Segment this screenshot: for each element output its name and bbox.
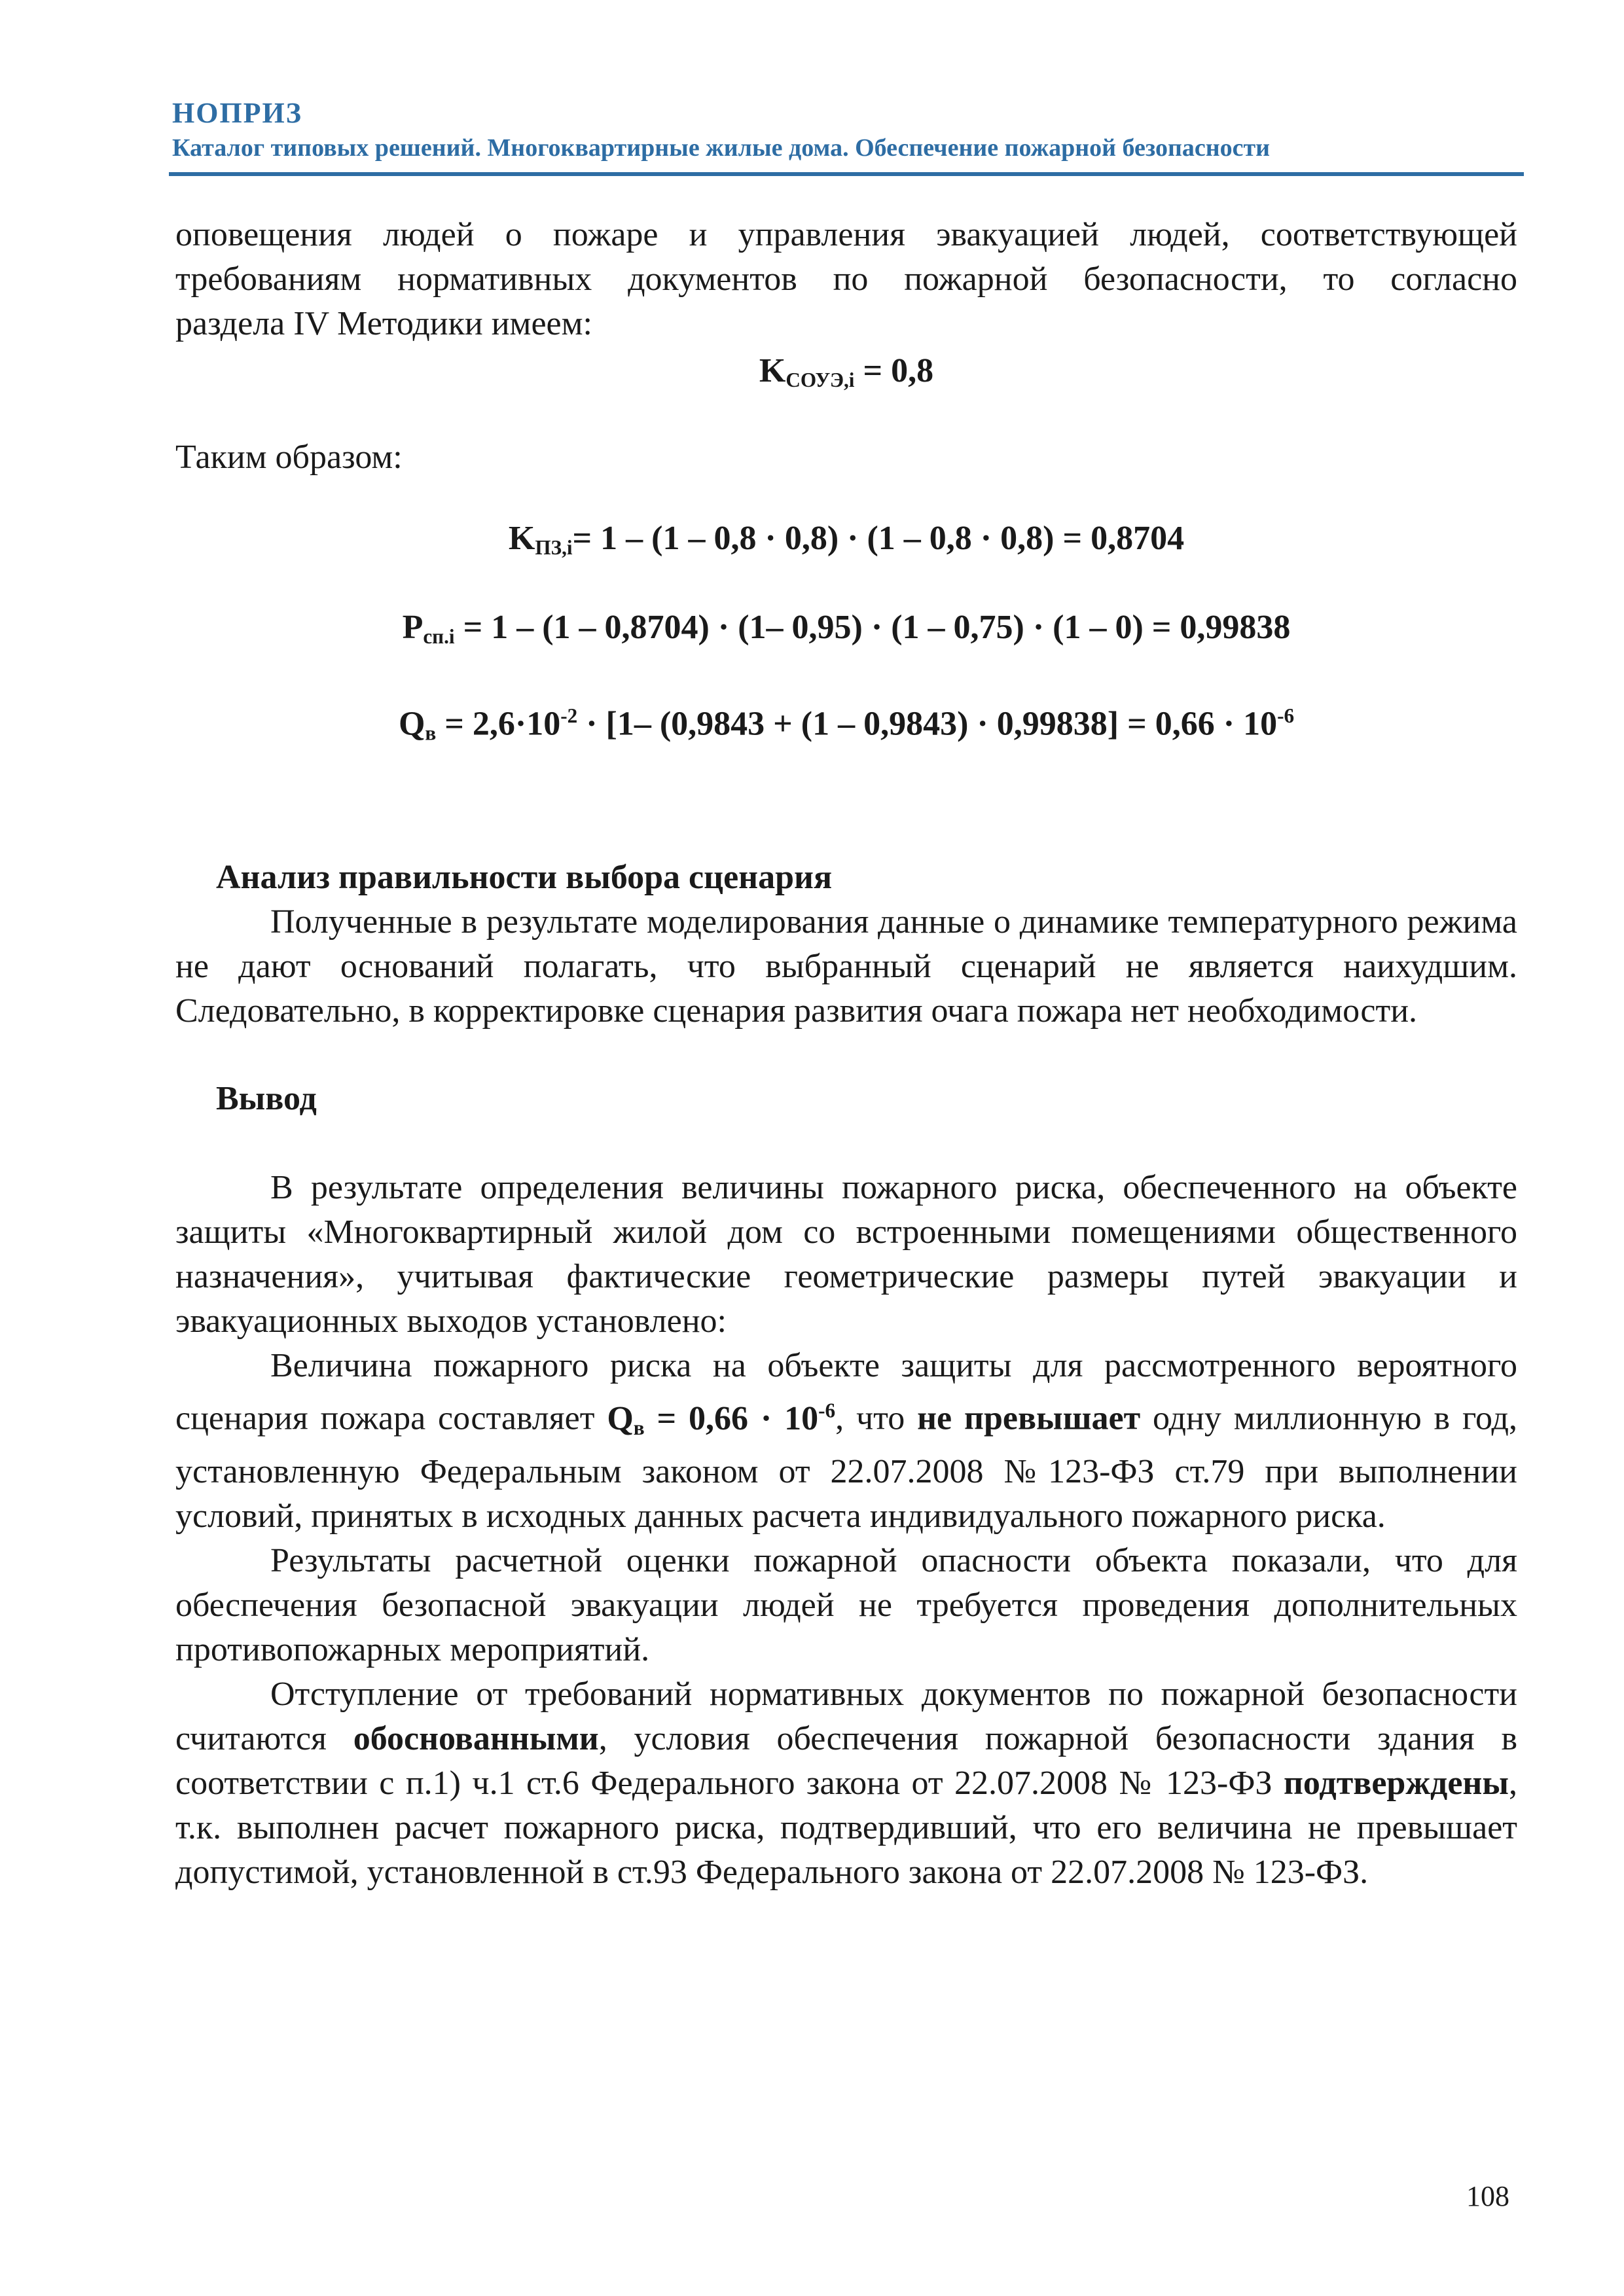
conclusion-paragraph-2: Величина пожарного риска на объекте защиты для рассмотренного вероятного сценария пожара составляет $Q_в = 0,66 \cdot 10^{-6}$, что не превышает одну миллионную в год, установленную Федеральным законом от 22.07.2008 №123-ФЗ ст.79 при выполнении условий, принятых в исходных данных расчета индивидуального пожарного риска. xyxy=(175,1346,1517,1535)
header-divider xyxy=(169,172,1524,176)
formula-psp: $P_{сп.i} = 1 - (1 - 0,8704) \cdot (1-$ 0,95) · (1 – 0,75) · (1 – 0) = 0,99838 xyxy=(402,608,1291,648)
conclusion-paragraph-4: Отступление от требований нормативных документов по пожарной безопасности считаются обоснованными, условия обеспечения пожарной безопасности здания в соответствии с п.1) ч.1 ст.6 Федерального закона от 22.07.2008 № 123-ФЗ подтверждены, т.к. выполнен расчет пожарного риска, подтвердивший, что его величина не превышает допустимой, установленной в ст.93 Федерального закона от 22.07.2008 № 123-ФЗ. xyxy=(175,1676,1517,1892)
conclusion-heading: Вывод xyxy=(216,1079,317,1117)
header-org: НОПРИЗ xyxy=(172,97,302,129)
formula-kpz: $K_{ПЗ,i}= 1 - (1 - 0,8 \cdot 0,8) \cdot (1 - 0,8 \cdot 0,8) = 0,8704$ xyxy=(508,519,1185,559)
analysis-heading: Анализ правильности выбора сценария xyxy=(216,858,833,896)
page-header xyxy=(172,95,1521,164)
formula-qv: $Q_в = 2,6\cdot 10^{-2} \cdot [1-$ $(0,9843 + (1 - 0,9843) \cdot 0,99838] = 0,66 \cdot 10^{-6}$ xyxy=(398,704,1295,745)
intro-line-1: оповещения людей о пожаре и управления эвакуацией людей, соответствующей xyxy=(175,216,1517,253)
page-body xyxy=(175,213,1517,1895)
conclusion-paragraph-3: Результаты расчетной оценки пожарной опасности объекта показали, что для обеспечения безопасной эвакуации людей не требуется проведения дополнительных противопожарных мероприятий. xyxy=(175,1542,1517,1669)
page-number: 108 xyxy=(1466,2180,1509,2212)
intro-line-3: раздела IV Методики имеем: xyxy=(175,305,592,342)
analysis-text: Полученные в результате моделирования данные о динамике температурного режима не дают оснований полагать, что выбранный сценарий не является наихудшим. Следовательно, в корректировке сценария развития очага пожара нет необходимости. xyxy=(175,903,1517,1030)
header-subtitle: Каталог типовых решений. Многоквартирные жилые дома. Обеспечение пожарной безопасности xyxy=(172,134,1271,162)
thus-text: Таким образом: xyxy=(175,438,403,476)
formula-ksoue: $K_{СОУЭ,i} = 0,8$ xyxy=(759,352,934,391)
conclusion-paragraph-1: В результате определения величины пожарного риска, обеспеченного на объекте защиты «Многоквартирный жилой дом со встроенными помещениями общественного назначения», учитывая фактические геометрические размеры путей эвакуации и эвакуационных выходов установлено: xyxy=(175,1168,1517,1340)
intro-line-2: требованиям нормативных документов по пожарной безопасности, то согласно xyxy=(175,260,1517,298)
